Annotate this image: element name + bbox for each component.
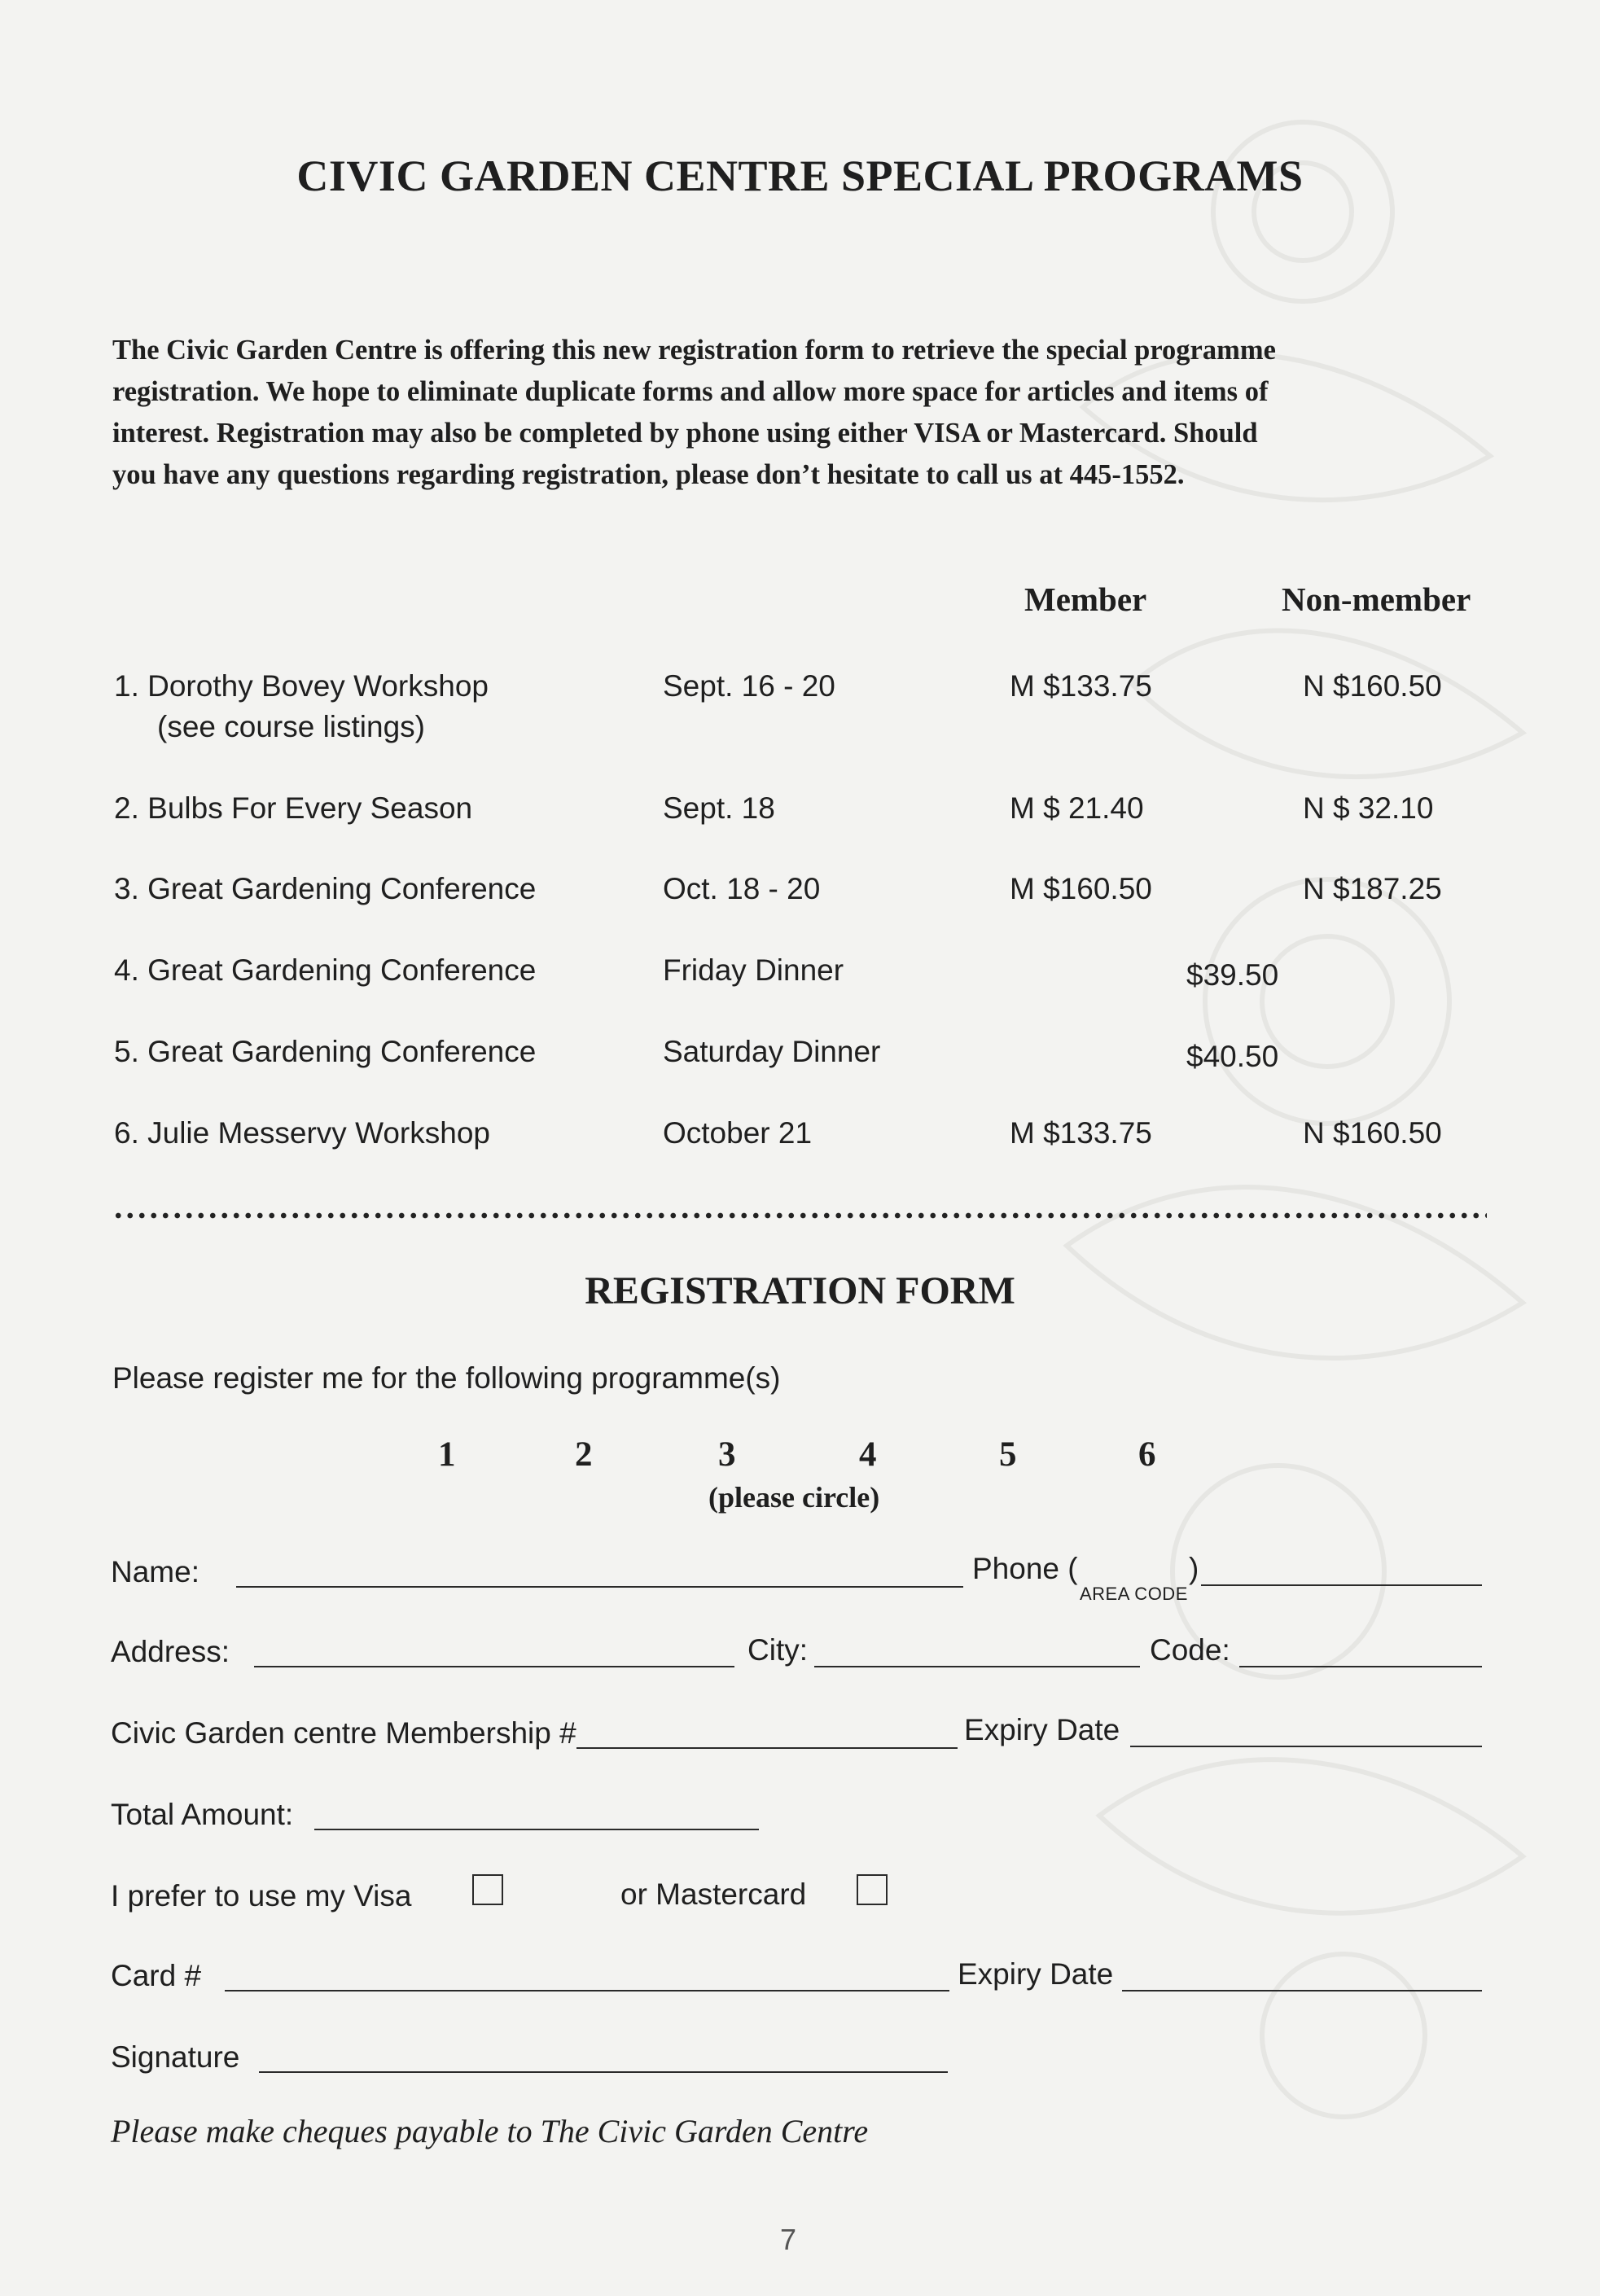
total-amount-field[interactable] (314, 1829, 759, 1830)
total-amount-label: Total Amount: (111, 1798, 294, 1831)
program-choice-5[interactable]: 5 (999, 1435, 1017, 1474)
program-name: 5. Great Gardening Conference (114, 1035, 537, 1068)
program-date: October 21 (663, 1116, 813, 1150)
page-title: CIVIC GARDEN CENTRE SPECIAL PROGRAMS (296, 151, 1304, 200)
phone-close-paren: ) (1189, 1552, 1199, 1585)
program-date: Sept. 18 (663, 791, 775, 825)
card-expiry-field[interactable] (1122, 1990, 1482, 1991)
page-number: 7 (780, 2223, 797, 2256)
name-field[interactable] (236, 1586, 963, 1588)
phone-field[interactable] (1201, 1584, 1482, 1586)
phone-label: Phone ( (972, 1552, 1078, 1585)
code-label: Code: (1150, 1633, 1230, 1667)
flat-price: $40.50 (1186, 1040, 1279, 1073)
mastercard-checkbox[interactable] (857, 1874, 888, 1905)
non-member-price: N $160.50 (1303, 669, 1442, 703)
card-number-field[interactable] (225, 1990, 949, 1991)
intro-line: registration. We hope to eliminate duplicate forms and allow more space for articles and items of (112, 376, 1269, 407)
non-member-price: N $ 32.10 (1303, 791, 1434, 825)
registration-instruction: Please register me for the following programme(s) (112, 1361, 781, 1395)
visa-checkbox[interactable] (472, 1874, 503, 1905)
member-price: M $133.75 (1010, 669, 1152, 703)
program-choice-6[interactable]: 6 (1138, 1435, 1156, 1474)
membership-label: Civic Garden centre Membership # (111, 1716, 576, 1750)
intro-line: The Civic Garden Centre is offering this new registration form to retrieve the special programme (112, 335, 1276, 366)
non-member-price: N $187.25 (1303, 872, 1442, 905)
registration-form-title: REGISTRATION FORM (585, 1269, 1015, 1312)
address-field[interactable] (254, 1666, 734, 1667)
program-name: 2. Bulbs For Every Season (114, 791, 473, 825)
mastercard-label: or Mastercard (620, 1878, 807, 1911)
program-choice-3[interactable]: 3 (718, 1435, 736, 1474)
intro-paragraph (112, 330, 1480, 496)
postal-code-field[interactable] (1239, 1666, 1482, 1667)
signature-label: Signature (111, 2040, 240, 2074)
membership-expiry-field[interactable] (1130, 1746, 1482, 1747)
card-expiry-label: Expiry Date (958, 1957, 1114, 1991)
member-price: M $133.75 (1010, 1116, 1152, 1150)
intro-line: interest. Registration may also be completed by phone using either VISA or Mastercard. Should (112, 418, 1258, 449)
program-date: Sept. 16 - 20 (663, 669, 835, 703)
city-field[interactable] (814, 1666, 1140, 1667)
area-code-caption: AREA CODE (1080, 1584, 1188, 1604)
address-label: Address: (111, 1635, 230, 1668)
name-label: Name: (111, 1555, 199, 1588)
card-number-label: Card # (111, 1959, 202, 1992)
member-price: M $ 21.40 (1010, 791, 1144, 825)
intro-line: you have any questions regarding registration, please don’t hesitate to call us at 445-1552. (112, 459, 1185, 490)
program-name: 4. Great Gardening Conference (114, 953, 537, 987)
program-name: 1. Dorothy Bovey Workshop (114, 669, 489, 703)
program-date: Saturday Dinner (663, 1035, 881, 1068)
signature-field[interactable] (259, 2071, 948, 2073)
program-subtitle: (see course listings) (157, 710, 426, 743)
program-choice-2[interactable]: 2 (575, 1435, 593, 1474)
flat-price: $39.50 (1186, 958, 1279, 992)
city-label: City: (747, 1633, 808, 1667)
member-price: M $160.50 (1010, 872, 1152, 905)
member-column-header: Member (1024, 581, 1147, 618)
membership-number-field[interactable] (576, 1747, 958, 1749)
cheque-payable-note: Please make cheques payable to The Civic Garden Centre (111, 2113, 869, 2149)
program-name: 6. Julie Messervy Workshop (114, 1116, 490, 1150)
program-name: 3. Great Gardening Conference (114, 872, 537, 905)
dotted-cut-line (112, 1212, 1487, 1220)
program-date: Friday Dinner (663, 953, 844, 987)
membership-expiry-label: Expiry Date (964, 1713, 1120, 1746)
non-member-price: N $160.50 (1303, 1116, 1442, 1150)
program-choice-4[interactable]: 4 (859, 1435, 877, 1474)
please-circle-note: (please circle) (708, 1481, 880, 1514)
program-date: Oct. 18 - 20 (663, 872, 821, 905)
program-choice-1[interactable]: 1 (438, 1435, 456, 1474)
visa-label: I prefer to use my Visa (111, 1879, 412, 1913)
non-member-column-header: Non-member (1282, 581, 1471, 618)
